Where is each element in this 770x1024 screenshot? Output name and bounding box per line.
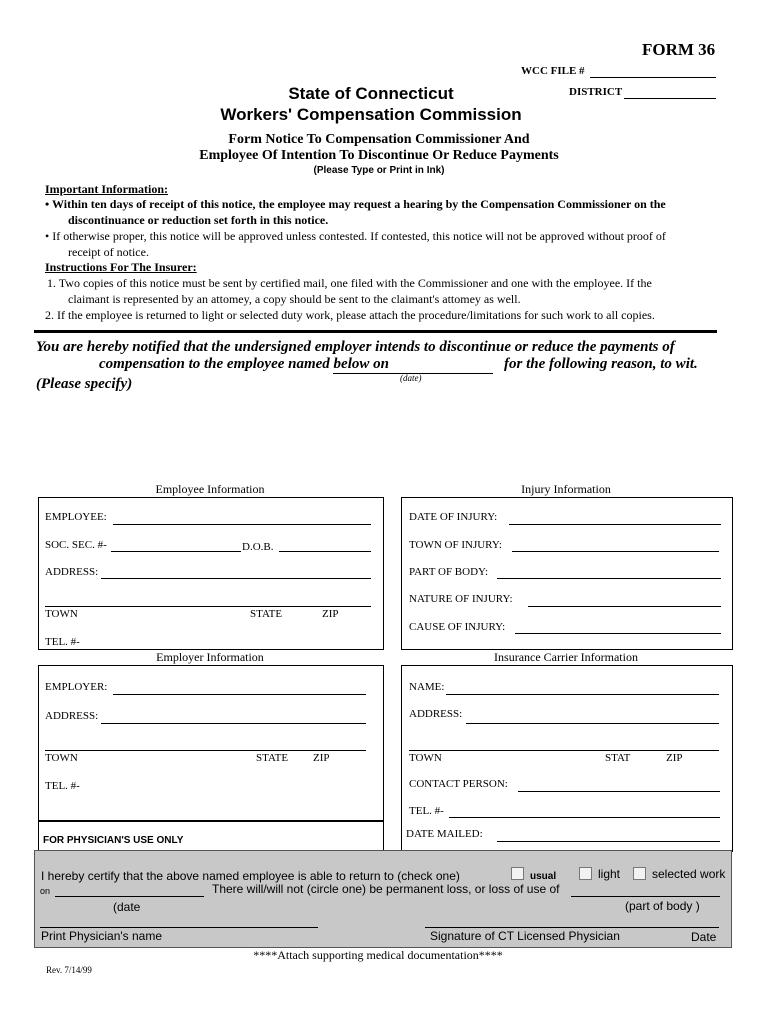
carrier-town-label: TOWN bbox=[409, 752, 442, 764]
employee-town-label: TOWN bbox=[45, 608, 78, 620]
usual-checkbox[interactable] bbox=[511, 867, 524, 880]
employee-address-field[interactable] bbox=[101, 578, 371, 579]
wcc-file-label: WCC FILE # bbox=[521, 65, 585, 77]
employee-state-label: STATE bbox=[250, 608, 283, 620]
contact-person-field[interactable] bbox=[518, 791, 720, 792]
ssn-label: SOC. SEC. #- bbox=[45, 539, 107, 551]
insurer-item-1-cont: claimant is represented by an attomey, a copy should be sent to the claimant's attomey as well. bbox=[68, 292, 521, 306]
nature-of-injury-field[interactable] bbox=[528, 606, 721, 607]
carrier-name-label: NAME: bbox=[409, 681, 445, 693]
employee-section-title: Employee Information bbox=[155, 482, 265, 496]
notice-line-2: compensation to the employee named below on bbox=[99, 356, 389, 372]
employer-section-title: Employer Information bbox=[156, 650, 264, 664]
employee-field[interactable] bbox=[113, 524, 371, 525]
notice-date-caption: (date) bbox=[400, 373, 422, 383]
light-checkbox[interactable] bbox=[579, 867, 592, 880]
form-subtitle-2: Employee Of Intention To Discontinue Or Reduce Payments bbox=[199, 148, 559, 163]
selected-work-label: selected work bbox=[652, 867, 726, 881]
carrier-address-field[interactable] bbox=[466, 723, 719, 724]
insurer-heading: Instructions For The Insurer: bbox=[45, 260, 197, 274]
cause-of-injury-label: CAUSE OF INJURY: bbox=[409, 621, 506, 633]
injury-section-title: Injury Information bbox=[521, 482, 611, 496]
employer-address-label: ADDRESS: bbox=[45, 710, 99, 722]
date-caption: (date bbox=[113, 900, 141, 914]
part-of-body-caption: (part of body ) bbox=[625, 899, 700, 913]
insurer-item-1: 1. Two copies of this notice must be sent by certified mail, one filed with the Commissioner and one with the employee. If the bbox=[47, 276, 652, 290]
injury-date-field[interactable] bbox=[509, 524, 721, 525]
contact-person-label: CONTACT PERSON: bbox=[409, 778, 508, 790]
usual-label: usual bbox=[530, 871, 557, 882]
certify-text: I hereby certify that the above named employee is able to return to (check one) bbox=[41, 869, 460, 883]
injury-town-field[interactable] bbox=[512, 551, 719, 552]
revision-date: Rev. 7/14/99 bbox=[46, 965, 92, 975]
employee-zip-label: ZIP bbox=[322, 608, 339, 620]
carrier-name-field[interactable] bbox=[446, 694, 719, 695]
nature-of-injury-label: NATURE OF INJURY: bbox=[409, 593, 513, 605]
dob-field[interactable] bbox=[279, 551, 371, 552]
physician-signature-field[interactable] bbox=[425, 927, 719, 928]
employer-state-label: STATE bbox=[256, 752, 289, 764]
employer-zip-label: ZIP bbox=[313, 752, 330, 764]
important-bullet-1: • Within ten days of receipt of this notice, the employee may request a hearing by the Compensation Commissioner on the bbox=[45, 197, 666, 211]
print-instruction: (Please Type or Print in Ink) bbox=[313, 165, 445, 176]
date-mailed-field[interactable] bbox=[497, 841, 720, 842]
insurer-item-2: 2. If the employee is returned to light or selected duty work, please attach the procedure/limitations for such work to all copies. bbox=[45, 308, 655, 322]
carrier-state-label: STAT bbox=[605, 752, 631, 764]
notice-line-2-reason: for the following reason, to wit. bbox=[504, 356, 698, 372]
employer-label: EMPLOYER: bbox=[45, 681, 108, 693]
signature-label: Signature of CT Licensed Physician bbox=[430, 929, 620, 943]
important-bullet-2: • If otherwise proper, this notice will be approved unless contested. If contested, this notice will not be approved without proof of bbox=[45, 229, 666, 243]
employee-address-label: ADDRESS: bbox=[45, 566, 99, 578]
part-of-body-field[interactable] bbox=[497, 578, 721, 579]
dob-label: D.O.B. bbox=[242, 541, 274, 553]
part-of-body-loss-field[interactable] bbox=[571, 896, 720, 897]
employer-tel-label: TEL. #- bbox=[45, 780, 80, 792]
please-specify: (Please specify) bbox=[36, 376, 133, 392]
carrier-section-title: Insurance Carrier Information bbox=[494, 650, 638, 664]
employee-label: EMPLOYEE: bbox=[45, 511, 107, 523]
physician-name-field[interactable] bbox=[40, 927, 318, 928]
district-label: DISTRICT bbox=[569, 86, 623, 98]
return-date-field[interactable] bbox=[55, 896, 204, 897]
cause-of-injury-field[interactable] bbox=[515, 633, 721, 634]
commission-title: Workers' Compensation Commission bbox=[220, 105, 522, 124]
employer-town-label: TOWN bbox=[45, 752, 78, 764]
ssn-field[interactable] bbox=[111, 551, 241, 552]
injury-date-label: DATE OF INJURY: bbox=[409, 511, 498, 523]
form-subtitle-1: Form Notice To Compensation Commissioner And bbox=[228, 132, 530, 147]
important-bullet-1-cont: discontinuance or reduction set forth in this notice. bbox=[68, 213, 329, 227]
physician-heading: FOR PHYSICIAN'S USE ONLY bbox=[43, 835, 184, 846]
print-physician-name-label: Print Physician's name bbox=[41, 929, 163, 943]
date-mailed-label: DATE MAILED: bbox=[406, 828, 483, 840]
section-divider bbox=[34, 330, 717, 333]
notice-line-1: You are hereby notified that the undersigned employer intends to discontinue or reduce the payments of bbox=[36, 339, 675, 355]
state-title: State of Connecticut bbox=[288, 84, 454, 103]
permanent-loss-text: There will/will not (circle one) be permanent loss, or loss of use of bbox=[212, 882, 560, 896]
form-number: FORM 36 bbox=[642, 40, 716, 59]
employer-field[interactable] bbox=[113, 694, 366, 695]
carrier-address-label: ADDRESS: bbox=[409, 708, 463, 720]
light-label: light bbox=[598, 867, 621, 881]
employee-tel-label: TEL. #- bbox=[45, 636, 80, 648]
employer-address-line-2[interactable] bbox=[45, 750, 366, 751]
important-heading: Important Information: bbox=[45, 182, 168, 196]
carrier-tel-label: TEL. #- bbox=[409, 805, 444, 817]
important-bullet-2-cont: receipt of notice. bbox=[68, 245, 149, 259]
carrier-zip-label: ZIP bbox=[666, 752, 683, 764]
signature-date-label: Date bbox=[691, 930, 717, 944]
carrier-address-line-2[interactable] bbox=[409, 750, 719, 751]
selected-work-checkbox[interactable] bbox=[633, 867, 646, 880]
attach-note: ****Attach supporting medical documentation**** bbox=[253, 948, 503, 962]
wcc-file-field[interactable] bbox=[590, 77, 716, 78]
injury-town-label: TOWN OF INJURY: bbox=[409, 539, 502, 551]
carrier-tel-field[interactable] bbox=[449, 817, 720, 818]
on-label: on bbox=[40, 886, 51, 896]
employer-address-field[interactable] bbox=[101, 723, 366, 724]
employee-address-line-2[interactable] bbox=[45, 606, 371, 607]
part-of-body-label: PART OF BODY: bbox=[409, 566, 489, 578]
